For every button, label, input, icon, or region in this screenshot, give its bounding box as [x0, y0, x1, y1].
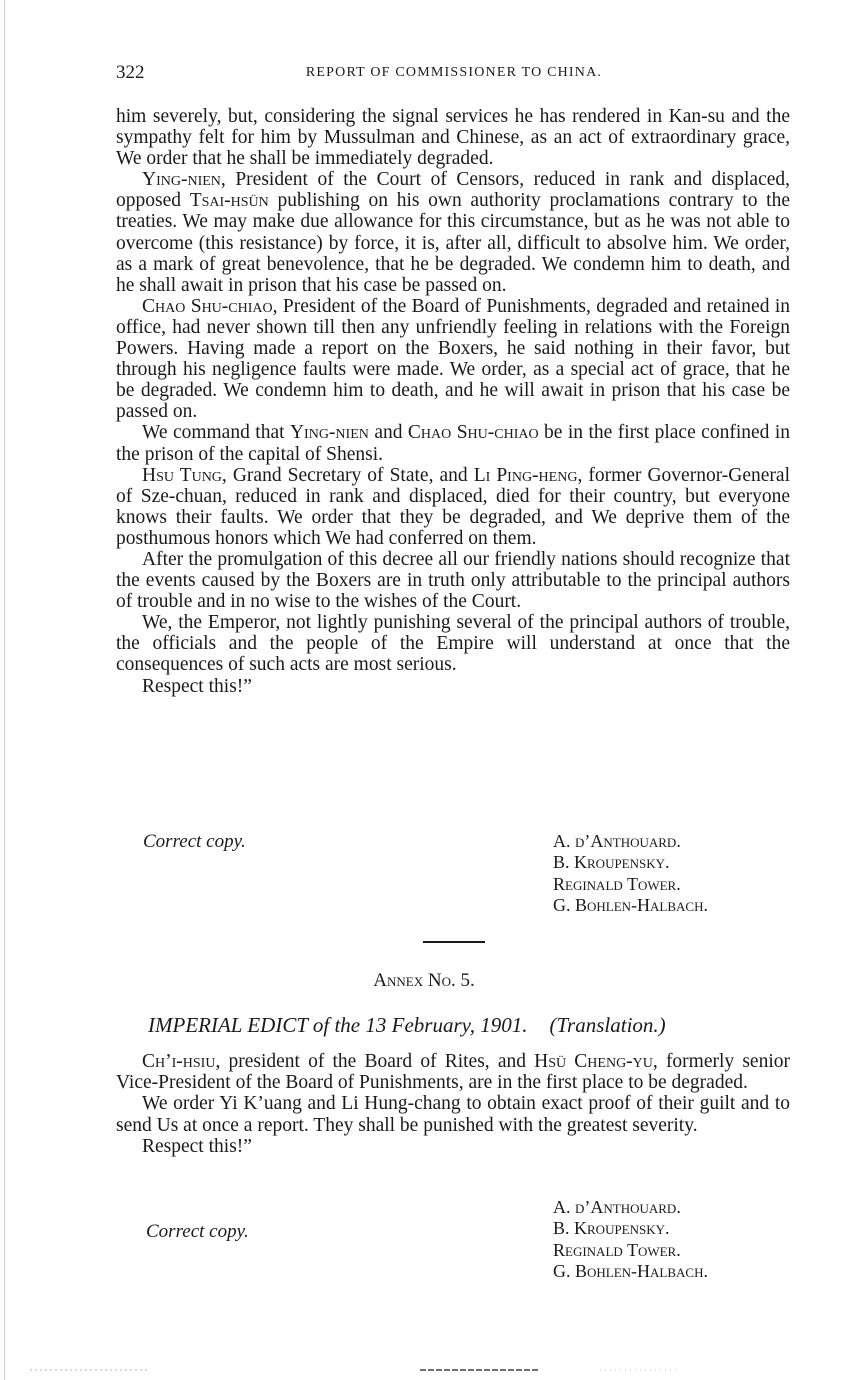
signatory-name: A. d’Anthouard.	[553, 831, 681, 851]
annex-heading: Annex No. 5.	[373, 970, 475, 991]
section-divider	[423, 941, 485, 943]
signatory-name: G. Bohlen-Halbach.	[553, 1261, 708, 1282]
page-edge-line	[4, 0, 5, 1380]
paragraph-6: After the promulgation of this decree all our friendly nations should recognize that the events caused by the Boxers are in truth only attributable to the principal authors of trouble and in no wise to the wishes of the Court.	[116, 548, 790, 613]
person-name: Chao Shu-chiao	[142, 295, 273, 317]
person-name: Hsü Cheng-yu	[534, 1051, 653, 1072]
person-name: Tsai-hsün	[189, 190, 269, 212]
edict-paragraph-2: We order Yi K’uang and Li Hung-chang to obtain exact proof of their guilt and to send Us at once a report. They shall be punished with the greatest severity.	[116, 1093, 790, 1136]
paragraph-7: We, the Emperor, not lightly punishing several of the principal authors of trouble, the officials and the people of the Empire will understand at once that the consequences of such acts are most serious.	[116, 612, 790, 676]
person-name: Hsu Tung	[142, 464, 222, 486]
signature-block	[553, 1197, 708, 1283]
signatory-name: Reginald Tower.	[553, 873, 681, 894]
running-title: REPORT OF COMMISSIONER TO CHINA.	[305, 65, 603, 80]
signatory-name: B. Kroupensky.	[553, 852, 670, 873]
person-name: Ch’i-hsiu	[142, 1051, 216, 1072]
paragraph-2: Ying-nien, President of the Court of Censors, reduced in rank and displaced, opposed Tsai-hsün publishing on his own authority proclamations contrary to the treaties. We may make due allowance for this circumstance, but as he was not able to overcome (this resistance) by force, it is, after all, difficult to absolve him. We order, as a mark of great benevolence, that he be degraded. We condemn him to death, and he shall await in prison that his case be passed on.	[116, 169, 790, 296]
paragraph-5: Hsu Tung, Grand Secretary of State, and Li Ping-heng, former Governor-General of Sze-chuan, reduced in rank and displaced, died for their country, but everyone knows their faults. We order that they be degraded, and We deprive them of the posthumous honors which We had conferred on them.	[116, 464, 790, 549]
page-header	[116, 62, 792, 90]
correct-copy-label: Correct copy.	[143, 831, 246, 852]
translation-note: (Translation.)	[549, 1013, 666, 1037]
person-name: Chao Shu-chiao	[407, 422, 539, 444]
edict-paragraph-3: Respect this!”	[142, 1135, 252, 1157]
edict-paragraph-1: Ch’i-hsiu, president of the Board of Rites, and Hsü Cheng-yu, formerly senior Vice-President of the Board of Punishments, are in the first place to be degraded.	[116, 1051, 790, 1094]
person-name: Ying-nien	[142, 169, 221, 191]
paragraph-4: We command that Ying-nien and Chao Shu-chiao be in the first place confined in the prison of the capital of Shensi.	[116, 422, 791, 465]
edict-body	[116, 1051, 790, 1157]
signatory-name: A. d’Anthouard.	[553, 1197, 681, 1217]
edict-date: of the 13 February, 1901.	[307, 1013, 528, 1037]
signatory-name: G. Bohlen-Halbach.	[553, 895, 708, 916]
paragraph-8: Respect this!”	[142, 675, 252, 697]
signature-block	[553, 831, 708, 917]
paragraph-1: him severely, but, considering the signal services he has rendered in Kan-su and the sympathy felt for him by Mussulman and Chinese, as an act of extraordinary grace, We order that he shall be immediately degraded.	[116, 106, 790, 170]
page-number: 322	[116, 62, 145, 83]
decree-body	[116, 106, 790, 697]
edict-title	[148, 1013, 788, 1038]
correct-copy-label: Correct copy.	[146, 1221, 249, 1242]
paragraph-3: Chao Shu-chiao, President of the Board of Punishments, degraded and retained in office, had never shown till then any unfriendly feeling in relations with the Foreign Powers. Having made a report on the Boxers, he said nothing in their favor, but through his negligence faults were made. We order, as a special act of grace, that he be degraded. We condemn him to death, and he will await in prison that his case be passed on.	[116, 295, 791, 423]
scan-specks	[0, 1366, 848, 1374]
signatory-name: B. Kroupensky.	[553, 1218, 670, 1239]
person-name: Li Ping-heng	[473, 464, 578, 486]
edict-name: IMPERIAL EDICT	[148, 1013, 308, 1037]
person-name: Ying-nien	[289, 422, 369, 444]
signatory-name: Reginald Tower.	[553, 1239, 681, 1260]
